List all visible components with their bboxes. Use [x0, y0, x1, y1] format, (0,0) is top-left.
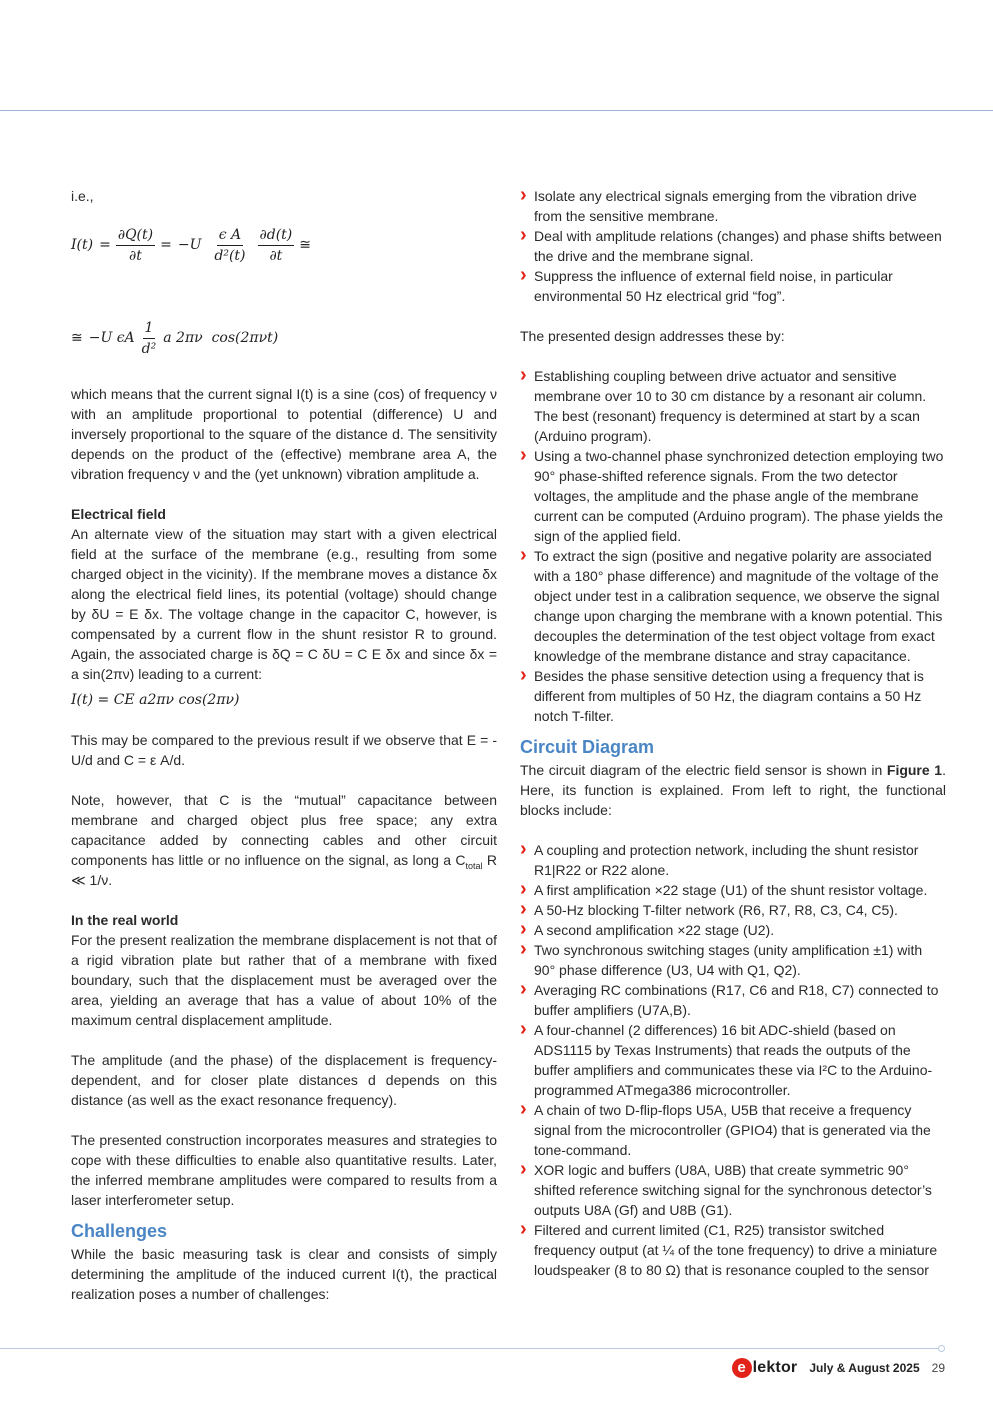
eq1-f2-den: d²(t) — [214, 247, 246, 264]
footer-rule-dot — [938, 1345, 945, 1352]
chevron-right-icon: › — [520, 444, 527, 466]
left-column — [71, 186, 497, 1304]
eq1-equals-b: = — [160, 237, 172, 253]
paragraph-compare: This may be compared to the previous result if we observe that E = -U/d and C = ε A/d. — [71, 732, 497, 768]
list-item — [520, 1220, 946, 1280]
list-item-text: Using a two-channel phase synchronized detection employing two 90° phase-shifted reference signals. From the two detector voltages, the amplitude and the phase angle of the membrane current can be computed (Arduino program). The phase yields the sign of the applied field. — [534, 448, 944, 544]
eq2-pre: −U ϵA — [88, 330, 135, 346]
eq1-f3-den: ∂t — [269, 247, 283, 264]
list-item — [520, 940, 946, 980]
chevron-right-icon: › — [520, 664, 527, 686]
list-item-text: A first amplification ×22 stage (U1) of the shunt resistor voltage. — [534, 882, 928, 898]
list-item — [520, 900, 946, 920]
circuit-pre: The circuit diagram of the electric field sensor is shown in — [520, 762, 887, 778]
eq3-text: I(t) = CE a2πν cos(2πν) — [71, 692, 240, 708]
logo-e-mark: e — [732, 1358, 752, 1378]
chevron-right-icon: › — [520, 364, 527, 386]
footer-rule — [0, 1348, 941, 1349]
p4-post: R ≪ 1/ν. — [71, 852, 497, 888]
chevron-right-icon: › — [520, 1218, 527, 1240]
list-item-text: Two synchronous switching stages (unity amplification ±1) with 90° phase difference (U3, U4 with Q1, Q2). — [534, 942, 923, 978]
chevron-right-icon: › — [520, 224, 527, 246]
list-item-text: Suppress the influence of external field noise, in particular environmental 50 Hz electrical grid “fog”. — [534, 268, 893, 304]
intro-text: i.e., — [71, 188, 94, 204]
list-item — [520, 666, 946, 726]
page-number: 29 — [931, 1361, 945, 1375]
eq2-f-den: d² — [141, 340, 157, 357]
elektor-logo — [732, 1358, 798, 1378]
list-item — [520, 1020, 946, 1100]
chevron-right-icon: › — [520, 838, 527, 860]
heading-electrical-field: Electrical field — [71, 506, 166, 522]
paragraph-real-world: For the present realization the membrane displacement is not that of a rigid vibration plate but rather that of a membrane with fixed boundary, such that the displacement must be averaged over the area, yielding an average that has a value of about 10% of the maximum central displacement amplitude. — [71, 932, 497, 1028]
list-item-text: Deal with amplitude relations (changes) and phase shifts between the drive and the membrane signal. — [534, 228, 942, 264]
eq1-lhs: I(t) — [71, 237, 94, 253]
eq2-post: a 2πν cos(2πνt) — [163, 330, 279, 346]
list-item — [520, 186, 946, 226]
chevron-right-icon: › — [520, 1018, 527, 1040]
equation-current-result — [71, 310, 497, 366]
paragraph-challenges: While the basic measuring task is clear and consists of simply determining the amplitude of the induced current I(t), the practical realization poses a number of challenges: — [71, 1246, 497, 1302]
eq1-fraction-2 — [212, 226, 247, 265]
list-item-text: A four-channel (2 differences) 16 bit ADC-shield (based on ADS1115 by Texas Instruments) that reads the outputs of the buffer amplifiers and communicates these via I²C to the Arduino-programmed ATmega386 microcontroller. — [534, 1022, 933, 1098]
design-list — [520, 366, 946, 726]
list-item-text: A coupling and protection network, including the shunt resistor R1|R22 or R22 alone. — [534, 842, 919, 878]
eq2-approx: ≅ — [71, 330, 83, 346]
list-item-text: To extract the sign (positive and negative polarity are associated with a 180° phase difference) and magnitude of the voltage of the object under test in a calibration sequence, we observe the signal change upon charging the membrane with a known potential. This decouples the determination of the test object voltage from exact knowledge of the membrane distance and stray capacitance. — [534, 548, 943, 664]
figure-1-reference: Figure 1 — [886, 762, 943, 778]
eq1-approx: ≅ — [299, 237, 311, 253]
list-item — [520, 446, 946, 546]
eq2-fraction — [140, 319, 159, 358]
chevron-right-icon: › — [520, 878, 527, 900]
chevron-right-icon: › — [520, 544, 527, 566]
list-item-text: Besides the phase sensitive detection using a frequency that is different from multiples of 50 Hz, the diagram contains a 50 Hz notch T-filter. — [534, 668, 924, 724]
chevron-right-icon: › — [520, 264, 527, 286]
heading-challenges: Challenges — [71, 1221, 168, 1241]
eq1-fraction-3 — [258, 226, 295, 265]
right-column — [520, 186, 946, 1280]
paragraph-amplitude-phase: The amplitude (and the phase) of the displacement is frequency-dependent, and for closer plate distances d depends on this distance (as well as the exact resonance frequency). — [71, 1052, 497, 1108]
list-item-text: XOR logic and buffers (U8A, U8B) that create symmetric 90° shifted reference switching signal for the synchronous detector’s outputs U8A (Gf) and U8B (G1). — [534, 1162, 932, 1218]
eq1-f2-num: ϵ A — [217, 226, 243, 246]
list-item — [520, 920, 946, 940]
p4-pre: Note, however, that C is the “mutual” capacitance between membrane and charged object plus free space; any extra capacitance added by connecting cables and other circuit components has little or no influence on the signal, as long a C — [71, 792, 497, 868]
paragraph-mutual-capacitance — [71, 790, 497, 890]
list-item — [520, 980, 946, 1020]
equation-current-derivative — [71, 216, 497, 274]
p4-sub: total — [465, 860, 483, 871]
eq1-f3-num: ∂d(t) — [258, 226, 295, 246]
page-footer — [732, 1358, 945, 1378]
eq1-fraction-1 — [116, 226, 155, 265]
chevron-right-icon: › — [520, 184, 527, 206]
paragraph-construction: The presented construction incorporates measures and strategies to cope with these difficulties to enable also quantitative results. Later, the inferred membrane amplitudes were compared to results from a laser interferometer setup. — [71, 1132, 497, 1208]
eq1-f1-den: ∂t — [129, 247, 142, 264]
list-item-text: Filtered and current limited (C1, R25) transistor switched frequency output (at ¼ of the tone frequency) to drive a miniature loudspeaker (8 to 80 Ω) that is resonance coupled to the sensor — [534, 1222, 938, 1278]
paragraph-circuit — [520, 760, 946, 820]
list-item — [520, 880, 946, 900]
list-item-text: Establishing coupling between drive actuator and sensitive membrane over 10 to 30 cm distance by a resonant air column. The best (resonant) frequency is determined at start by a scan (Arduino program). — [534, 368, 927, 444]
list-item — [520, 840, 946, 880]
chevron-right-icon: › — [520, 978, 527, 1000]
list-item — [520, 366, 946, 446]
eq1-equals: = — [99, 237, 111, 253]
list-item-text: Averaging RC combinations (R17, C6 and R18, C7) connected to buffer amplifiers (U7A,B). — [534, 982, 939, 1018]
list-item — [520, 1160, 946, 1220]
equation-current-field — [71, 690, 497, 710]
eq1-f1-num: ∂Q(t) — [116, 226, 155, 246]
issue-date: July & August 2025 — [809, 1361, 920, 1375]
list-item-text: Isolate any electrical signals emerging from the vibration drive from the sensitive membrane. — [534, 188, 917, 224]
list-item — [520, 266, 946, 306]
functional-blocks-list — [520, 840, 946, 1280]
list-item-text: A chain of two D-flip-flops U5A, U5B that receive a frequency signal from the microcontroller (GPIO4) that is generated via the tone-command. — [534, 1102, 931, 1158]
paragraph-sine-current: which means that the current signal I(t) is a sine (cos) of frequency ν with an amplitude proportional to potential (difference) U and inversely proportional to the square of the distance d. The sensitivity depends on the product of the (effective) membrane area A, the vibration frequency ν and the (yet unknown) vibration amplitude a. — [71, 386, 497, 482]
chevron-right-icon: › — [520, 1158, 527, 1180]
list-item — [520, 546, 946, 666]
heading-real-world: In the real world — [71, 912, 179, 928]
chevron-right-icon: › — [520, 918, 527, 940]
list-item-text: A 50-Hz blocking T-filter network (R6, R7, R8, C3, C4, C5). — [534, 902, 898, 918]
challenges-list — [520, 186, 946, 306]
paragraph-design: The presented design addresses these by: — [520, 328, 785, 344]
eq1-minus-u: −U — [177, 237, 202, 253]
list-item-text: A second amplification ×22 stage (U2). — [534, 922, 775, 938]
chevron-right-icon: › — [520, 938, 527, 960]
list-item — [520, 1100, 946, 1160]
chevron-right-icon: › — [520, 898, 527, 920]
eq2-f-num: 1 — [143, 319, 156, 339]
heading-circuit-diagram: Circuit Diagram — [520, 737, 655, 757]
header-rule — [0, 110, 993, 111]
paragraph-electrical-field: An alternate view of the situation may start with a given electrical field at the surface of the membrane (e.g., resulting from some charged object in the vicinity). If the membrane moves a distance δx along the electrical field lines, its potential (voltage) should change by δU = E δx. The voltage change in the capacitor C, however, is compensated by a current flow in the shunt resistor R to ground. Again, the associated charge is δQ = C δU = C E δx and since δx = a sin(2πν) leading to a current: — [71, 526, 497, 682]
chevron-right-icon: › — [520, 1098, 527, 1120]
list-item — [520, 226, 946, 266]
circuit-post: . Here, its function is explained. From left to right, the functional blocks include: — [520, 762, 946, 818]
logo-wordmark: lektor — [752, 1359, 798, 1376]
